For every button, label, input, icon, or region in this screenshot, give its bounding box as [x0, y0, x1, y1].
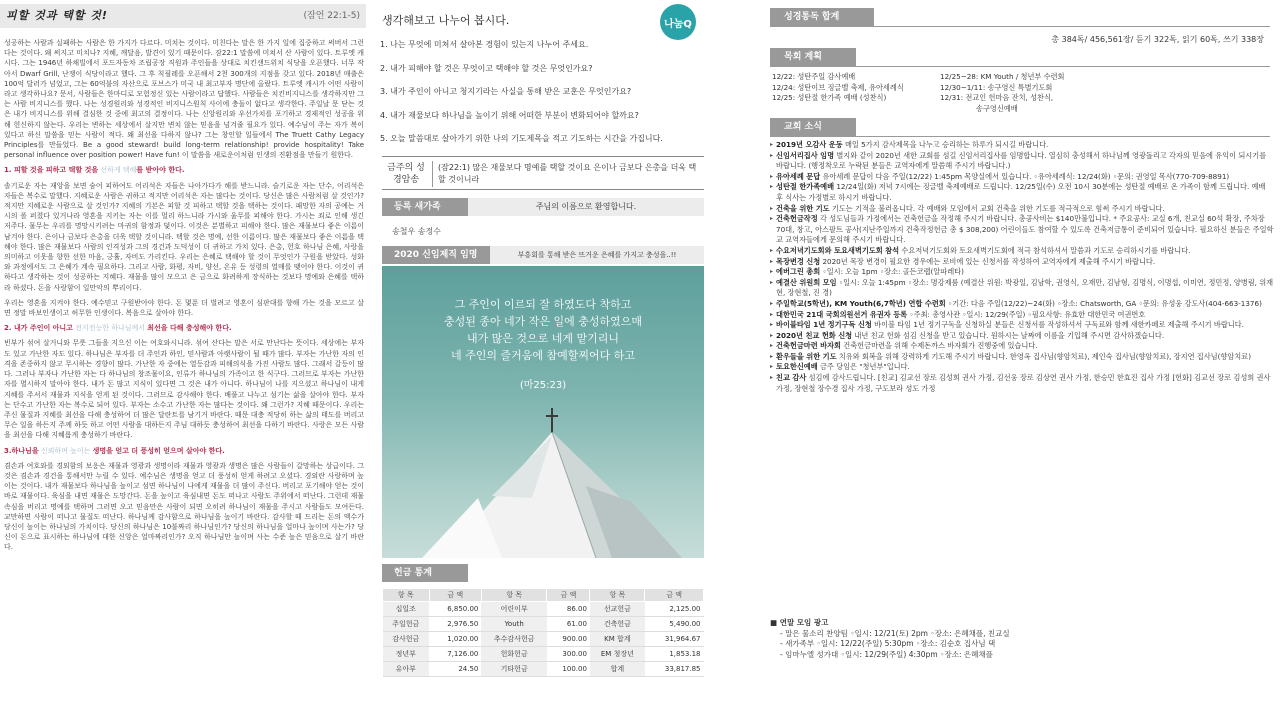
- plan-item: 12/25: 성탄절 한가족 예배 (성찬식): [772, 93, 887, 102]
- year-end-meetings: [770, 618, 1274, 660]
- newcomer-heading: 등록 새가족: [382, 198, 468, 216]
- column-header: 금 액: [547, 589, 590, 602]
- table-row: 유아부 24.50 기타헌금 100.00 합계 33,817.85: [383, 662, 704, 677]
- table-header-row: [383, 589, 704, 602]
- memory-verse-text: (잠22:1) 많은 재물보다 명예를 택할 것이요 은이나 금보다 은총을 더욱 택할 것이니라: [438, 163, 697, 184]
- news-item: ▸ 에버그린 총회 ◦일시: 오늘 1pm ◦장소: 골든코랩(알파레타): [770, 267, 1274, 278]
- plan-item: 12/31: 전교인 헌마음 잔치, 성찬식,: [940, 93, 1054, 102]
- discussion-column: [374, 0, 710, 712]
- bible-reading-heading: 성경통독 합계: [770, 8, 874, 26]
- column-header: 항 목: [590, 589, 645, 602]
- plan-item: 12/22: 성탄주일 감사예배: [772, 72, 856, 81]
- question-list: [380, 38, 698, 156]
- pastoral-plan-left: [772, 72, 942, 104]
- announcements-column: [756, 0, 1274, 712]
- verse-poster: [382, 266, 704, 558]
- news-item: ▸ 친교 감사 섬김에 감사드립니다. [친교] 김교선 장로 김성희 권사 가정, 김선웅 장로 김상연 권사 가정, 한승민 한효진 집사 가정 [헌화] 김교선 장로 김성희 권사 가정, 장현철 장수경 집사 가정, 구도보라 성도 가정: [770, 373, 1274, 394]
- table-row: 주일헌금 2,976.50 Youth 61.00 건축헌금 5,490.00: [383, 617, 704, 632]
- column-header: 금 액: [645, 589, 704, 602]
- table-row: 십일조 6,850.00 어린이부 86.00 선교헌금 2,125.00: [383, 602, 704, 617]
- question-item: 2. 내가 피해야 할 것은 무엇이고 택해야 할 것은 무엇인가요?: [380, 63, 593, 73]
- news-item: ▸ 2019년 오감사 운동 매일 5가지 감사제목을 나누고 승리하는 하루가 되시길 바랍니다.: [770, 140, 1274, 151]
- point-2-heading: 2. 내가 주인이 아니고 전지전능한 하나님께서 최선을 다해 충성해야 한다.: [4, 324, 232, 333]
- news-item: ▸ 건축헌금마련 바자회 건축헌금마련을 위해 수제돈까스 바자회가 진행중에 있습니다.: [770, 341, 1274, 352]
- plan-item: 12/25~28: KM Youth / 청년부 수련회: [940, 72, 1065, 81]
- news-item: ▸ 수요저녁기도회와 토요새벽기도회 참석 수요저녁기도회와 토요새벽기도회에 적극 참석하셔서 말씀과 기도로 승리하시기를 바랍니다.: [770, 246, 1274, 257]
- sermon-column: [0, 0, 366, 712]
- news-item: ▸ 건축을 위한 기도 기도는 기적을 불러옵니다. 각 예배와 모임에서 교회 건축을 위한 기도를 적극적으로 힘써 주시기 바랍니다.: [770, 204, 1274, 215]
- memory-verse-box: [382, 156, 704, 190]
- meeting-item: - 말은 물소리 찬양팀 ◦일시: 12/21(토) 2pm ◦장소: 은혜채플, 친교실: [780, 628, 1010, 638]
- plan-item: 12/30~1/11: 송구영신 특별기도회: [940, 82, 1053, 92]
- poster-verse: 그 주인이 이르되 잘 하였도다 착하고 충성된 종아 네가 작은 일에 충성하였으매 내가 많은 것으로 네게 맡기리니 네 주인의 즐거움에 참예할찌어다 하고: [443, 298, 643, 362]
- church-news-heading: 교회 소식: [770, 118, 856, 136]
- column-header: 항 목: [481, 589, 547, 602]
- news-item: ▸ 예결산 위원회 모임 ◦일시: 오늘 1:45pm ◦장소: 명강제룸 (예결산 위원: 박광일, 김남학, 권영식, 오재만, 김남형, 김명식, 이명섭, 이미연, 정민정, 양병림, 위재현, 장현철, 진 경): [770, 278, 1274, 299]
- divider: [770, 136, 1270, 137]
- point-1-closing: 우리는 영혼을 지켜야 한다. 예수믿고 구원받아야 한다. 돈 몇푼 더 벌려고 영혼이 심판대를 향해 가는 것을 모르고 살면 정말 바보인생이고 허무한 인생이다. 복음으로 살아야 한다.: [4, 298, 364, 318]
- pastoral-plan-heading: 목회 계획: [770, 48, 856, 66]
- plan-item: 송구영신예배: [976, 103, 1018, 113]
- newcomer-names: 송철우 송정수: [392, 227, 441, 236]
- bible-reading-summary: 총 384독/ 456,561장/ 듣기 322독, 읽기 60독, 쓰기 338장: [1051, 35, 1264, 44]
- news-item: ▸ 신임서리집사 임명 별지와 같이 2020년 새한 교회를 섬길 신임서리집사를 임명합니다. 열심히 충성해서 하나님께 영광돌리고 각자의 믿음에 유익이 되시기를 바랍니다. (행정착오로 누락된 분들은 교역자에게 말씀해 주시기 바랍니다.): [770, 151, 1274, 172]
- point-3-heading: 3.하나님을 신뢰하며 높이는 생명을 얻고 더 풍성히 얻으며 살아야 한다.: [4, 446, 225, 455]
- table-row: 정년부 7,126.00 헌화헌금 300.00 EM 청장년 1,853.18: [383, 647, 704, 662]
- meeting-item: - 새가족부 ◦일시: 12/22(주일) 5:30pm ◦장소: 김순호 집사님 댁: [780, 639, 996, 648]
- divider: [770, 26, 1270, 27]
- meeting-item: - 임마누엘 성가대 ◦일시: 12/29(주일) 4:30pm ◦장소: 은혜채플: [780, 649, 993, 659]
- sermon-intro: 성공하는 사람과 실패하는 사람은 한 가지가 다르다. 미치는 것이다. 미친다는 말은 한 가지 일에 집중하고 써버서 그런다는 것이다. 왜 써지고 미치나? 지혜, 깨달음, 발견이 있기 때문이다. 잠22:1 말씀에 미쳐서 산 사람이 있다. 트루엣 캐시다. 그는 1946년 하채빌에서 포드자동차 조립공장 직원과 주인들을 상대로 치킨샌드위치 식당을 오픈했다. 너무 작아서 Dwarf Grill, 난쟁이 식당이라고 했다. 그 후 칙필레를 오픈해서 2천 300개의 지점을 갖고 있다. 2018년 매출은 100억 달러가 넘었고, 그는 60억불의 자산으로 포브스가 미국 내 최고부자 명단에 올랐다. 트루엣 캐시가 어떤 사람이라고 생각하나요? 문서, 사람들은 한마디로 모험정신 있는 사람이라고 답했다. 사람들은 치킨비지니스를 생각하지만 그는 사람 비지니스를 했다. 나는 성경원리와 성경적인 비지니스원칙 사이에 충돌이 없다고 생각한다. 주일날 문 닫는 것은 내가 비지니스를 위해 결심한 것 중에 최고의 결정이다. 나는 신앙원리와 우선가치를 포기하고 경제적인 성공을 위해 헌신하지 않는다. 우리는 변하는 세상에서 살지만 변치 않는 믿음을 넘겨줄 필요가 있다. 예수님이 주는 자가 복이 있다고 하신 말씀을 믿는 사람이 적다. 왜 최선을 다하지 않나? 그는 창인할 일들에서 The Truett Cathy Legacy Principles를 만들었다. Be a good steward! build long-term relationship! provide hospitality! Take personal influence over position power! Have fun! 이 말씀을 새로운이처럼 인생의 진환점을 만들기 원한다.: [4, 39, 364, 160]
- news-item: ▸ 목장변경 신청 2020년 목장 변경이 필요한 경우에는 로비에 있는 신청서를 작성하여 교역자에게 제출해 주시기 바랍니다.: [770, 257, 1274, 268]
- memory-verse-label: 금주의 성경암송: [387, 163, 425, 185]
- news-item: ▸ 주일학교(5학년), KM Youth(6,7학년) 연합 수련회 ◦기간: 다음 주일(12/22)~24(화) ◦장소: Chatsworth, GA ◦문의: 유성웅 강도사(404-663-1376): [770, 299, 1274, 310]
- memory-divider: [432, 161, 433, 187]
- ordination-heading: 2020 신임제직 임명: [382, 246, 490, 264]
- news-item: ▸ 환우들을 위한 기도 치유와 회복을 위해 강력하게 기도해 주시기 바랍니다. 한영옥 집사님(향암치료), 제인숙 집사님(향암치료), 장지연 집사님(향암치료): [770, 352, 1274, 363]
- point-1-heading: 1. 피할 것을 피하고 택할 것을 선하게 택해를 받아야 한다.: [4, 166, 185, 175]
- sermon-body: [4, 38, 364, 558]
- news-item: ▸ 유아세례 문답 유아세례 문답이 다음 주일(12/22) 1:45pm 목양실에서 있습니다. ◦유아세례식: 12/24(화) ◦문의: 권영일 목사(770-709-8891): [770, 172, 1274, 183]
- question-item: 4. 내가 재물보다 하나님을 높이기 위해 어떠한 부분이 변화되어야 할까요?: [380, 110, 639, 120]
- church-building-illustration: [382, 266, 704, 558]
- pastoral-plan-right: [940, 72, 1200, 114]
- sermon-title: 피할 것과 택할 것!: [6, 9, 108, 22]
- table-row: 감사헌금 1,020.00 추수감사헌금 900.00 KM 합계 31,964.67: [383, 632, 704, 647]
- news-item: ▸ 2020년 친교 헌화 신청 내년 친교 헌화 섬김 신청을 받고 있습니다. 원하시는 날짜에 이름을 기입해 주시면 감사하겠습니다.: [770, 331, 1274, 342]
- plan-item: 12/24: 성탄이브 징글벨 축제, 유아세례식: [772, 82, 904, 92]
- sharing-q-badge: 나눔Q: [660, 4, 696, 40]
- ordination-subtitle: 부흥회를 통해 받은 뜨거운 은혜를 가지고 충성을..!!: [490, 246, 704, 264]
- column-header: 항 목: [383, 589, 430, 602]
- point-3-body: 겸손과 여호와를 경외함의 보응은 재물과 영광과 생명이라 재물과 영광과 생명은 많은 사람들이 갈망하는 상급이다. 그것은 겸손과 경건을 통해서만 누릴 수 있다. 예수님은 생명을 얻고 더 풍성히 얻게 하려고 오셨다. 경외란 사랑하며 높이는 것이다. 내가 재물보다 하나님을 높이고 섬면 하나님이 나에게 재물을 더 많이 주신다. 버리고 포기해야 얻는 것이 바로 재물이다. 육심을 내면 재물은 도망간다. 돈을 높이고 육심내면 돈도 떠나고 사람도 주위에서 떠난다. 그런데 재물 속심을 버리고 명예를 택하며 그러면 오고 믿음만은 사람이 되면 오히려 하나님이 재물을 주시고 사람들도 모여든다. 교만하면 사람이 떠나고 물질도 떠난다. 하나님께 감사함으로 하나님을 높이기 바란다. 감사할 때 드리는 돈의 액수가 당신이 높이는 하나님의 가치이다. 당신의 하나님은 10불짜리 하나님인가? 당신의 하나님을 얼마나 높이며 사는가? 당신이 돈으로 표시하는 하나님에 대한 신앙은 얼마짜리인가? 오직 하나님만 높이며 사는 수준 높은 믿음으로 살기 바란다.: [4, 461, 364, 552]
- news-item: ▸ 바이블타임 1년 정기구독 신청 바이블 타임 1년 정기구독을 신청하실 분들은 신청서를 작성하셔서 구독료와 함께 새한카페로 제출해 주시기 바랍니다.: [770, 320, 1274, 331]
- question-item: 3. 내가 주인이 아니고 청지기라는 사실을 통해 받은 교훈은 무엇인가요?: [380, 87, 632, 96]
- news-item: ▸ 토요한신예배 금주 당임은 "청년부"입니다.: [770, 362, 1274, 373]
- news-item: ▸ 대한민국 21대 국회의원선거 유권자 등록 ◦주최: 총영사관 ◦일시: 12/29(주일) ◦필요사항: 유효한 대한민국 여권번호: [770, 310, 1274, 321]
- news-item: ▸ 건축헌금작정 각 성도님들과 가정에서는 건축헌금을 작정해 주시기 바랍니다. 총공사비는 $140만불입니다. * 주요공사: 교실 6개, 친교실 60석 확장, 주차장 70대, 창고, 아스팔트 공사(지난주일까지 건축작정헌금 총 $ 308,200) 어린이들도 참여할 수 있도록 건축저금통이 준비되어 있습니다. 필요하신 분들은 주일학교 교역자들에게 문의해 주시기 바랍니다.: [770, 214, 1274, 246]
- question-item: 1. 나는 무엇에 미쳐서 살아본 경험이 있는지 나누어 주세요.: [380, 40, 589, 49]
- news-item: ▸ 성탄절 한가족예배 12/24일(화) 저녁 7시에는 징글벨 축제예배로 드립니다. 12/25일(수) 오전 10시 30분에는 성탄절 예배로 온 가족이 함께 드립니다. 예배 후 식사는 가정별로 하시기 바랍니다.: [770, 182, 1274, 203]
- divider: [770, 66, 1270, 67]
- point-2-body: 빈부가 섞여 살거니와 무릇 그들을 지으신 이는 여호와시니라. 섞여 산다는 말은 서로 만난다는 뜻이다. 세상에는 부자도 있고 가난한 자도 있다. 하나님은 부자를 더 주인과 하인, 믿사람과 아랫사람이 될 때가 많다. 부자는 가난한 자의 인격을 존중하지 않고 무시하는 경향이 많다. 가난한 자 중에는 열등감과 피해의식을 가진 사람도 많다. 그래서 갈등이 많다. 그러나 부자나 가난한 자는 다 하나님의 창조물이요, 인류가 하나님의 가족이고 한 식구다. 그러므로 부자는 가난한 자를 멸시하지 말아야 한다. 내가 돈 많고 지식이 있다면 그 것은 내가 아니다. 하나님이 나를 지으셨고 하나님이 내게 지혜를 주셔서 재물과 지식을 얻게 된 것이다. 그러므로 감사해야 한다. 배풀고 나누고 섬기는 삶을 살아야 한다. 부자는 단수고 가난한 자는 복수로 되어 있다. 부자는 소수고 가난한 자는 많다는 것이다. 왜 그런가? 지혜 때문이다. 우리는 주신 물질과 지혜를 최선을 다해 충성하여 더 많은 달란트를 남기거 바란다. 때문 대충 적당히 하는 삶의 태도를 버리고 무슨 일을 하든지 주께 하듯 하고 어떤 사람을 대하든지 주님 대하듯 충성하여 최선을 다하기 바란다. 사랑은 모든 사람을 최선을 다해 지혜롭게 충성하기 바란다.: [4, 339, 364, 440]
- column-header: 금 액: [429, 589, 481, 602]
- year-end-meetings-title: ■ 연말 모임 광고: [770, 618, 829, 627]
- offering-table: [382, 588, 704, 677]
- church-news-list: [770, 140, 1274, 394]
- questions-title: 생각해보고 나누어 봅시다.: [382, 14, 510, 27]
- point-1-body: 솔기로운 자는 재앙을 보면 숨어 피하여도 어리석은 자들은 나아가다가 해를 받느니라. 슬기로운 자는 단수, 어리석은 자들은 복수로 말했다. 지혜로운 사람은 귀하고 적지만 어리석은 자는 많다는 것이다. 당신은 많은 사람처럼 살 것인가? 적지만 지혜로운 사람으로 살 것인가? 지혜의 기본은 피할 것 피하고 택할 것을 택하는 것이다. 패망한 자의 공예는 거시의 폴 퍼졌다 있거나라 영혼을 지키는 자는 이를 멀리 하느니라 가시와 울무를 피해야 한다. 가시는 죄로 인해 생긴 저주다. 물무는 우리를 명망시키려는 마귀의 함정과 덫이다. 이것은 분별하고 피해야 한다. 많은 재물보다 좋은 이름이 남겨야 한다. 은이나 금보다 은총을 더욱 택할 것이니라. 택할 것은 명예, 선한 이름이다. 많은 재물보다 좋은 이름을 택해야 한다. 많은 재물보다 사람의 인격성과 그의 경건과 도덕성이 더 귀하고 가치 있다. 은총, 헌호 하나님 은혜, 사랑을 의미하고 이웃을 향한 선한 마음, 긍휼, 자비도 가리킨다. 우리는 은혜로 택해야 할 것이 무엇인가 구원을 받았다. 성화와 과정에서도 그 은혜가 계속 필요하다. 그리고 사람, 화평, 자비, 양선, 온유 등 성령의 열매를 맺어야 한다. 이것이 귀하다고 생각하는 것이 성공하는 지혜다. 재물을 많이 모으고 은 금으로 화려하게 장식하는 것보다 명예와 은혜를 택하라 하셨다. 돈을 사랑함이 일만악의 뿌리이다.: [4, 181, 364, 292]
- poster-verse-ref: (마25:23): [519, 380, 567, 391]
- scripture-reference: (잠언 22:1-5): [303, 11, 360, 21]
- finance-heading: 헌금 통계: [382, 564, 468, 582]
- newcomer-welcome: 주님의 이름으로 환영합니다.: [468, 198, 704, 216]
- question-item: 5. 오늘 말씀대로 살아가기 위한 나의 기도제목을 적고 기도하는 시간을 가집니다.: [380, 134, 663, 143]
